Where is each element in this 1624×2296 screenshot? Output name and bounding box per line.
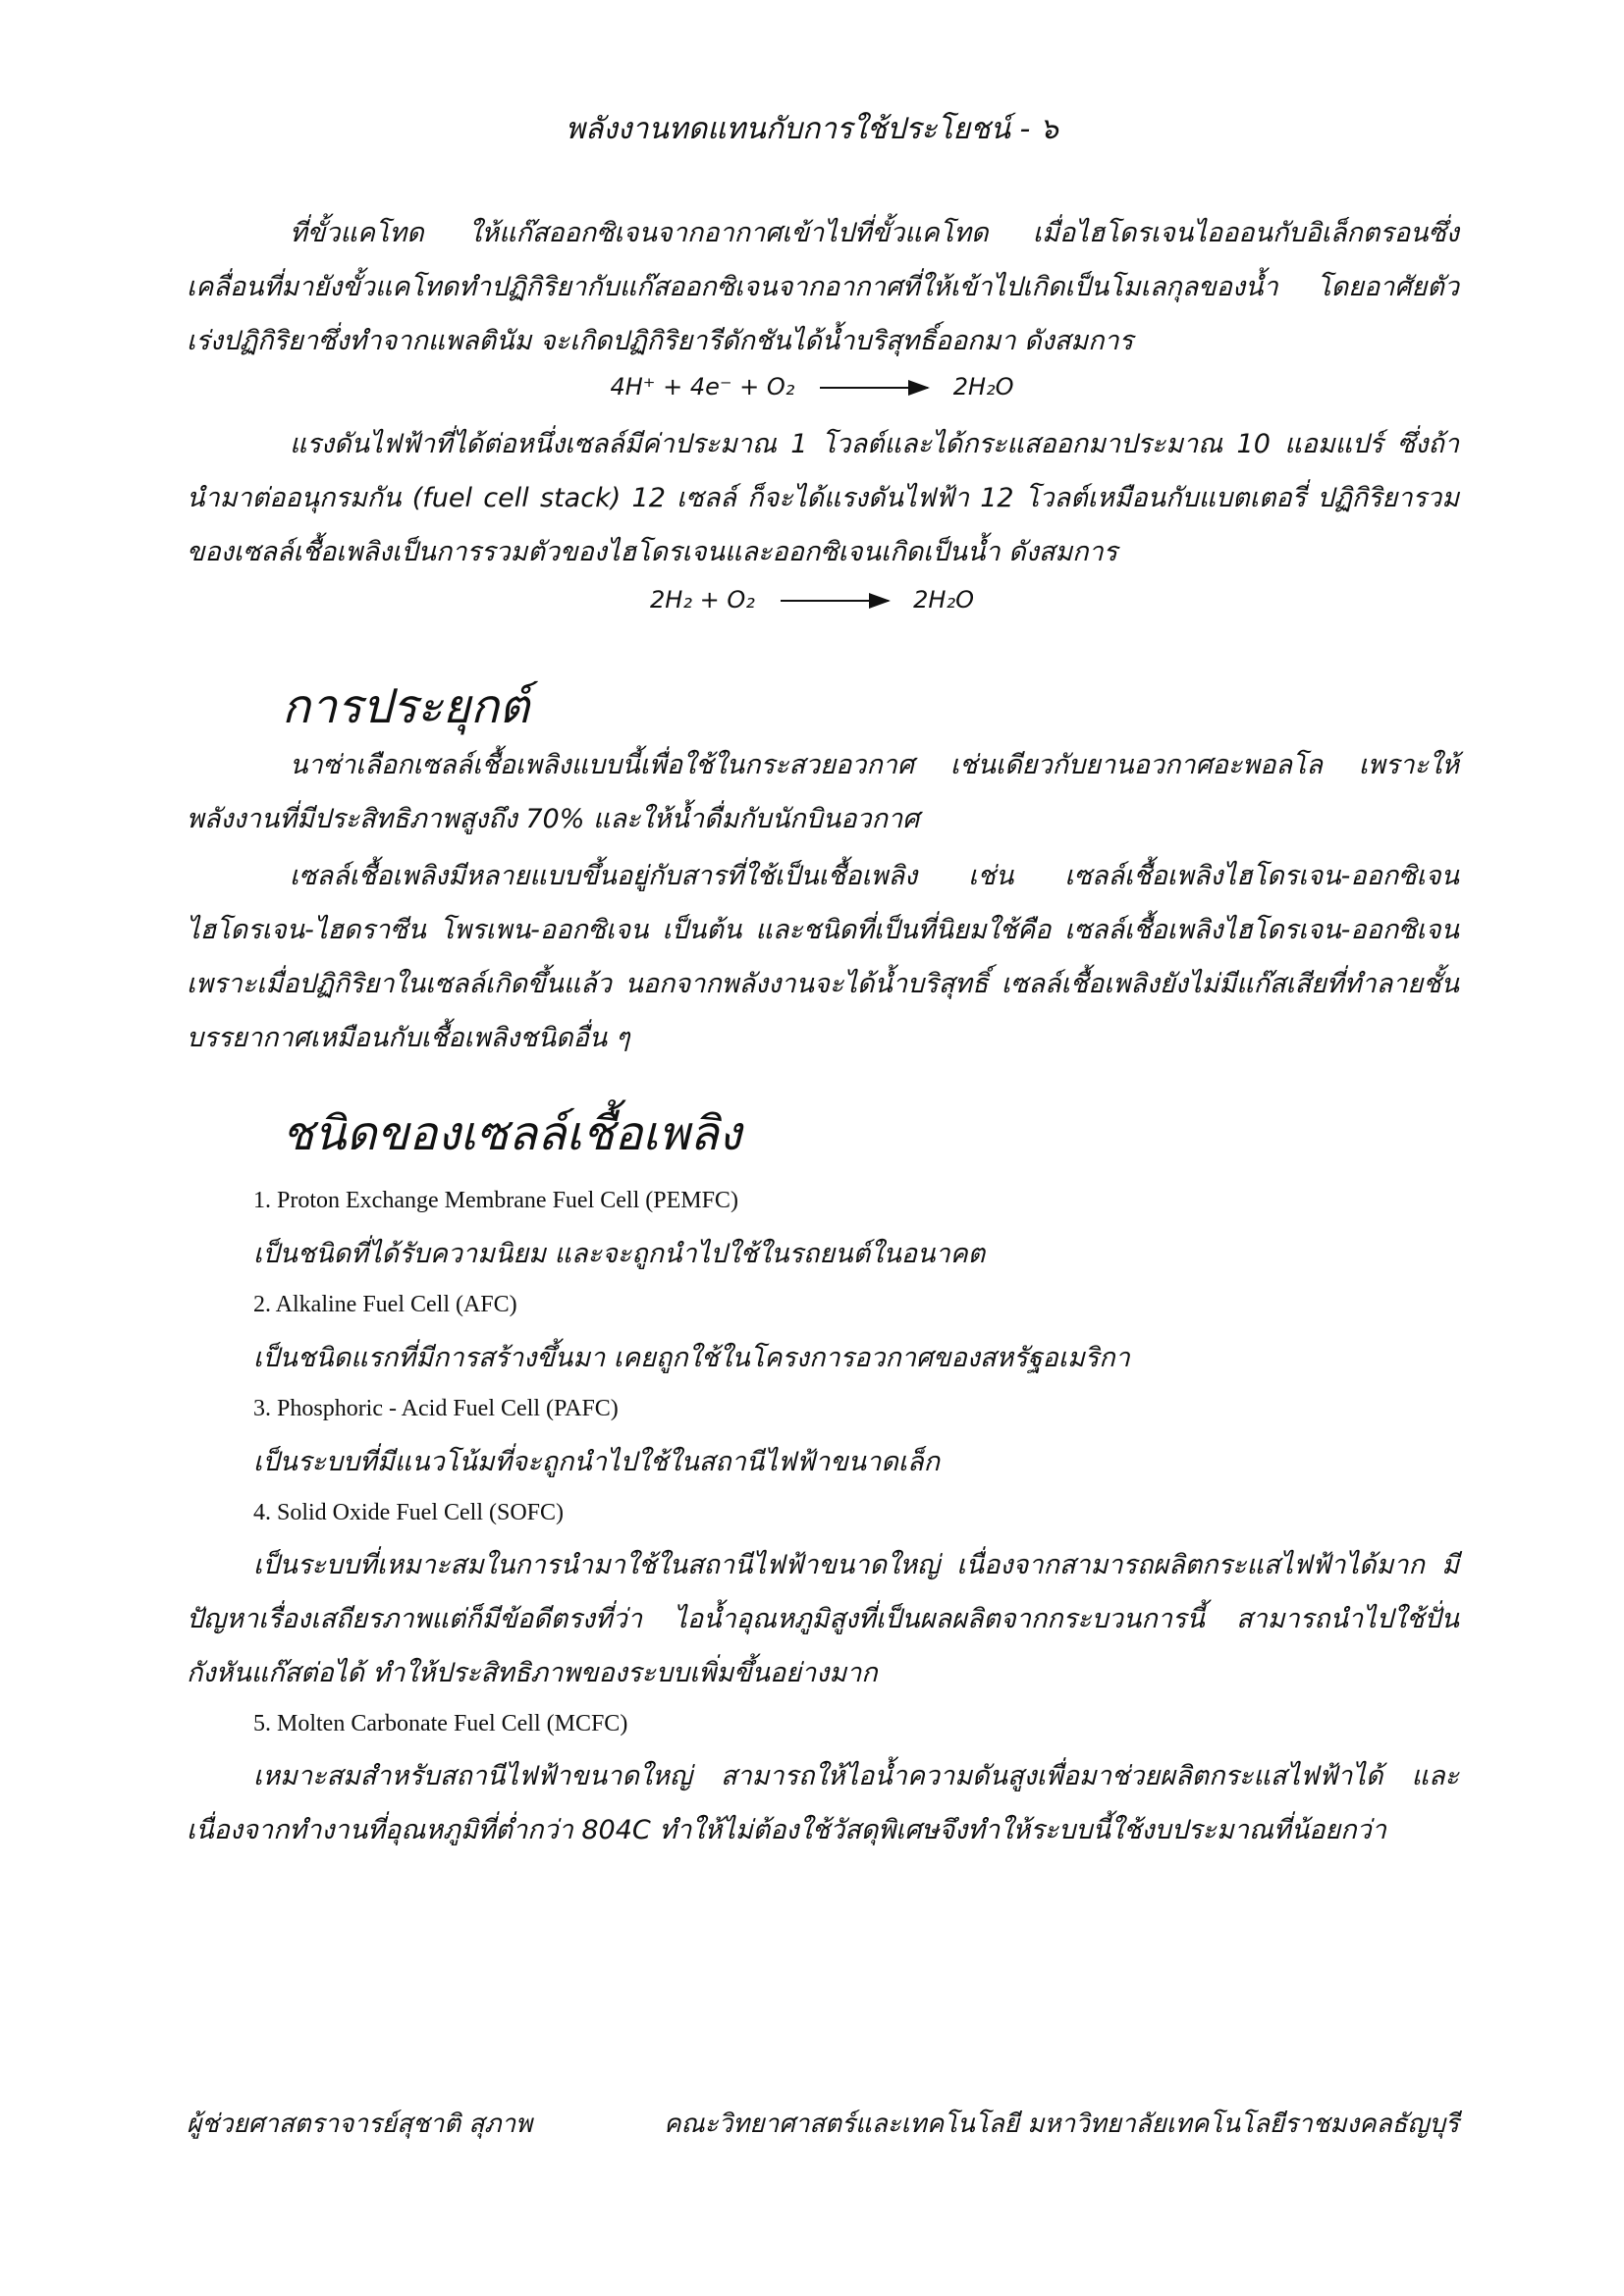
equation-2 (0, 586, 1624, 614)
footer-institution: คณะวิทยาศาสตร์และเทคโนโลยี มหาวิทยาลัยเทคโนโลยีราชมงคลธัญบุรี (664, 2109, 1459, 2139)
equation-2-reactants: 2H₂ + O₂ (650, 586, 755, 614)
section-heading-types: ชนิดของเซลล์เชื้อเพลิง (282, 1106, 742, 1161)
fuel-cell-type-description: เป็นชนิดที่ได้รับความนิยม และจะถูกนำไปใช้ในรถยนต์ในอนาคต (253, 1239, 986, 1269)
equation-1 (0, 373, 1624, 400)
fuel-cell-type-description: เป็นระบบที่เหมาะสมในการนำมาใช้ในสถานีไฟฟ้าขนาดใหญ่ เนื่องจากสามารถผลิตกระแสไฟฟ้าได้มาก มีปัญหาเรื่องเสถียรภาพแต่ก็มีข้อดีตรงที่ว่า ไอน้ำอุณหภูมิสูงที่เป็นผลผลิตจากกระบวนการนี้ สามารถนำไปใช้ปั่นกังหันแก๊สต่อได้ ทำให้ประสิทธิภาพของระบบเพิ่มขึ้นอย่างมาก (187, 1550, 1459, 1688)
equation-1-reactants: 4H⁺ + 4e⁻ + O₂ (610, 373, 795, 400)
section-heading-application: การประยุกต์ (282, 679, 530, 734)
application-paragraph-2: เซลล์เชื้อเพลิงมีหลายแบบขึ้นอยู่กับสารที่ใช้เป็นเชื้อเพลิง เช่น เซลล์เชื้อเพลิงไฮโดรเจน-ออกซิเจน ไฮโดรเจน-ไฮดราซีน โพรเพน-ออกซิเจน เป็นต้น และชนิดที่เป็นที่นิยมใช้คือ เซลล์เชื้อเพลิงไฮโดรเจน-ออกซิเจน เพราะเมื่อปฏิกิริยาในเซลล์เกิดขึ้นแล้ว นอกจากพลังงานจะได้น้ำบริสุทธิ์ เซลล์เชื้อเพลิงยังไม่มีแก๊สเสียที่ทำลายชั้นบรรยากาศเหมือนกับเชื้อเพลิงชนิดอื่น ๆ (187, 861, 1459, 1053)
fuel-cell-type-title: 1. Proton Exchange Membrane Fuel Cell (PEMFC) (253, 1188, 738, 1213)
fuel-cell-type-description: เป็นชนิดแรกที่มีการสร้างขึ้นมา เคยถูกใช้ในโครงการอวกาศของสหรัฐอเมริกา (253, 1343, 1130, 1373)
fuel-cell-type-description: เหมาะสมสำหรับสถานีไฟฟ้าขนาดใหญ่ สามารถให้ไอน้ำความดันสูงเพื่อมาช่วยผลิตกระแสไฟฟ้าได้ และเนื่องจากทำงานที่อุณหภูมิที่ต่ำกว่า 804C ทำให้ไม่ต้องใช้วัสดุพิเศษจึงทำให้ระบบนี้ใช้งบประมาณที่น้อยกว่า (187, 1761, 1459, 1845)
equation-2-products: 2H₂O (913, 586, 974, 614)
fuel-cell-type-title: 2. Alkaline Fuel Cell (AFC) (253, 1292, 517, 1317)
arrow-right-icon (781, 600, 889, 602)
application-paragraph-1: นาซ่าเลือกเซลล์เชื้อเพลิงแบบนี้เพื่อใช้ในกระสวยอวกาศ เช่นเดียวกับยานอวกาศอะพอลโล เพราะให้พลังงานที่มีประสิทธิภาพสูงถึง 70% และให้น้ำดื่มกับนักบินอวกาศ (187, 750, 1459, 834)
fuel-cell-type-description: เป็นระบบที่มีแนวโน้มที่จะถูกนำไปใช้ในสถานีไฟฟ้าขนาดเล็ก (253, 1447, 940, 1477)
page-header: พลังงานทดแทนกับการใช้ประโยชน์ - ๖ (566, 112, 1058, 146)
fuel-cell-type-title: 3. Phosphoric - Acid Fuel Cell (PAFC) (253, 1396, 619, 1421)
intro-paragraph-1: ที่ขั้วแคโทด ให้แก๊สออกซิเจนจากอากาศเข้าไปที่ขั้วแคโทด เมื่อไฮโดรเจนไอออนกับอิเล็กตรอนซึ่งเคลื่อนที่มายังขั้วแคโทดทำปฏิกิริยากับแก๊สออกซิเจนจากอากาศที่ให้เข้าไปเกิดเป็นโมเลกุลของน้ำ โดยอาศัยตัวเร่งปฏิกิริยาซึ่งทำจากแพลตินัม จะเกิดปฏิกิริยารีดักชันได้น้ำบริสุทธิ์ออกมา ดังสมการ (187, 218, 1459, 356)
intro-paragraph-2: แรงดันไฟฟ้าที่ได้ต่อหนึ่งเซลล์มีค่าประมาณ 1 โวลต์และได้กระแสออกมาประมาณ 10 แอมแปร์ ซึ่งถ้านำมาต่ออนุกรมกัน (fuel cell stack) 12 เซลล์ ก็จะได้แรงดันไฟฟ้า 12 โวลต์เหมือนกับแบตเตอรี่ ปฏิกิริยารวมของเซลล์เชื้อเพลิงเป็นการรวมตัวของไฮโดรเจนและออกซิเจนเกิดเป็นน้ำ ดังสมการ (187, 429, 1459, 567)
fuel-cell-type-title: 4. Solid Oxide Fuel Cell (SOFC) (253, 1500, 565, 1525)
footer-author: ผู้ช่วยศาสตราจารย์สุชาติ สุภาพ (187, 2109, 533, 2139)
fuel-cell-type-title: 5. Molten Carbonate Fuel Cell (MCFC) (253, 1711, 628, 1736)
arrow-right-icon (820, 387, 928, 389)
equation-1-products: 2H₂O (952, 373, 1014, 400)
